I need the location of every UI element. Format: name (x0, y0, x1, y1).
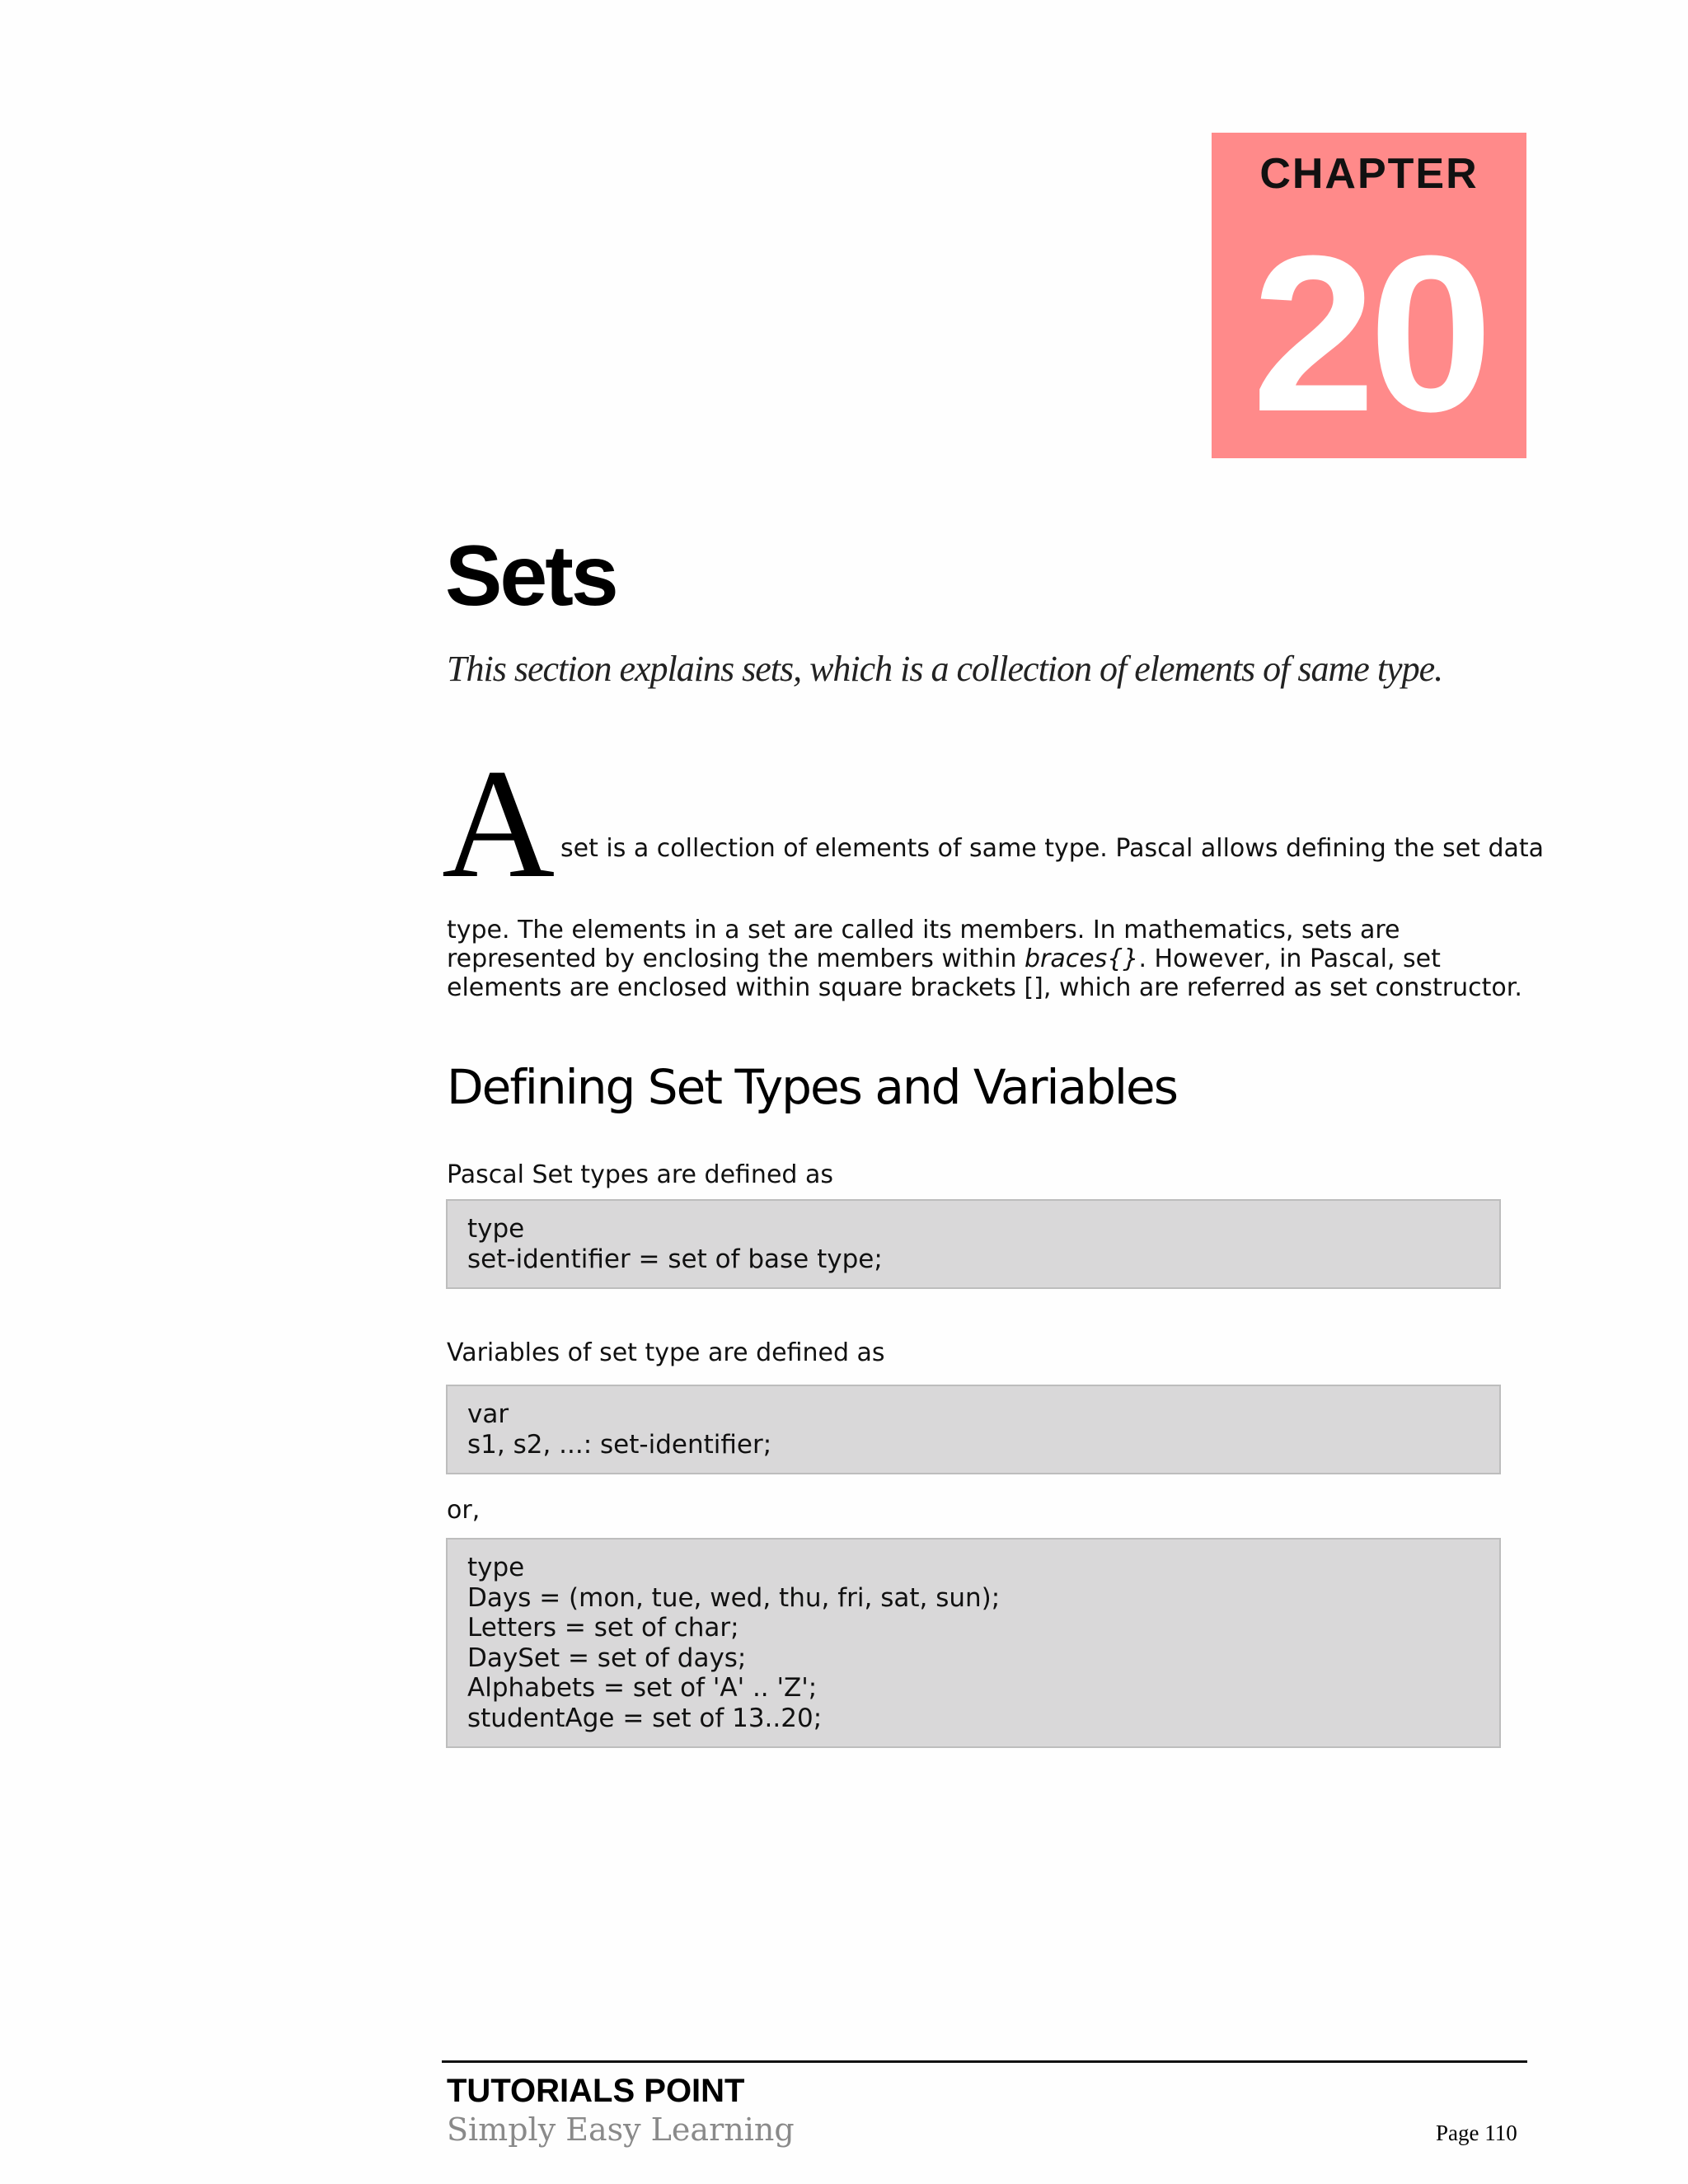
footer-divider (442, 2060, 1527, 2063)
code-line: s1, s2, ...: set-identifier; (467, 1429, 772, 1460)
footer-brand: TUTORIALS POINT (447, 2073, 745, 2109)
code-block-type-definition (446, 1199, 1501, 1289)
section-heading: Defining Set Types and Variables (447, 1059, 1177, 1115)
code-line: type (467, 1553, 525, 1582)
paragraph-or: or, (447, 1496, 481, 1525)
intro-paragraph (447, 916, 1543, 1002)
code-line: Days = (mon, tue, wed, thu, fri, sat, sun); (467, 1582, 1001, 1613)
code-line: var (467, 1399, 509, 1429)
chapter-badge (1212, 133, 1526, 458)
intro-first-line: set is a collection of elements of same type. Pascal allows defining the set data (560, 834, 1545, 863)
paragraph-set-types: Pascal Set types are defined as (447, 1160, 833, 1189)
code-line: type (467, 1214, 525, 1244)
paragraph-set-variables: Variables of set type are defined as (447, 1338, 885, 1367)
page-title: Sets (445, 528, 617, 624)
page-number: Page 110 (1436, 2121, 1517, 2145)
code-block-type-examples (446, 1538, 1501, 1748)
intro-emphasis: braces{} (1024, 944, 1139, 973)
code-line: studentAge = set of 13..20; (467, 1703, 823, 1733)
code-line: set-identifier = set of base type; (467, 1244, 883, 1274)
chapter-number: 20 (1251, 210, 1487, 458)
code-line: Alphabets = set of 'A' .. 'Z'; (467, 1673, 818, 1703)
intro-text-part2: . However, in Pascal, set elements are enclosed within square brackets [], which are referred as set constructor. (447, 944, 1522, 1002)
chapter-label: CHAPTER (1259, 150, 1479, 198)
code-block-var-definition (446, 1385, 1501, 1474)
code-line: DaySet = set of days; (467, 1643, 747, 1673)
code-line: Letters = set of char; (467, 1613, 739, 1643)
footer-tagline: Simply Easy Learning (447, 2111, 795, 2148)
drop-cap: A (442, 738, 556, 911)
chapter-subtitle: This section explains sets, which is a collection of elements of same type. (447, 649, 1443, 689)
intro-text-part1: type. The elements in a set are called its members. In mathematics, sets are represented by enclosing the members within (447, 916, 1400, 973)
